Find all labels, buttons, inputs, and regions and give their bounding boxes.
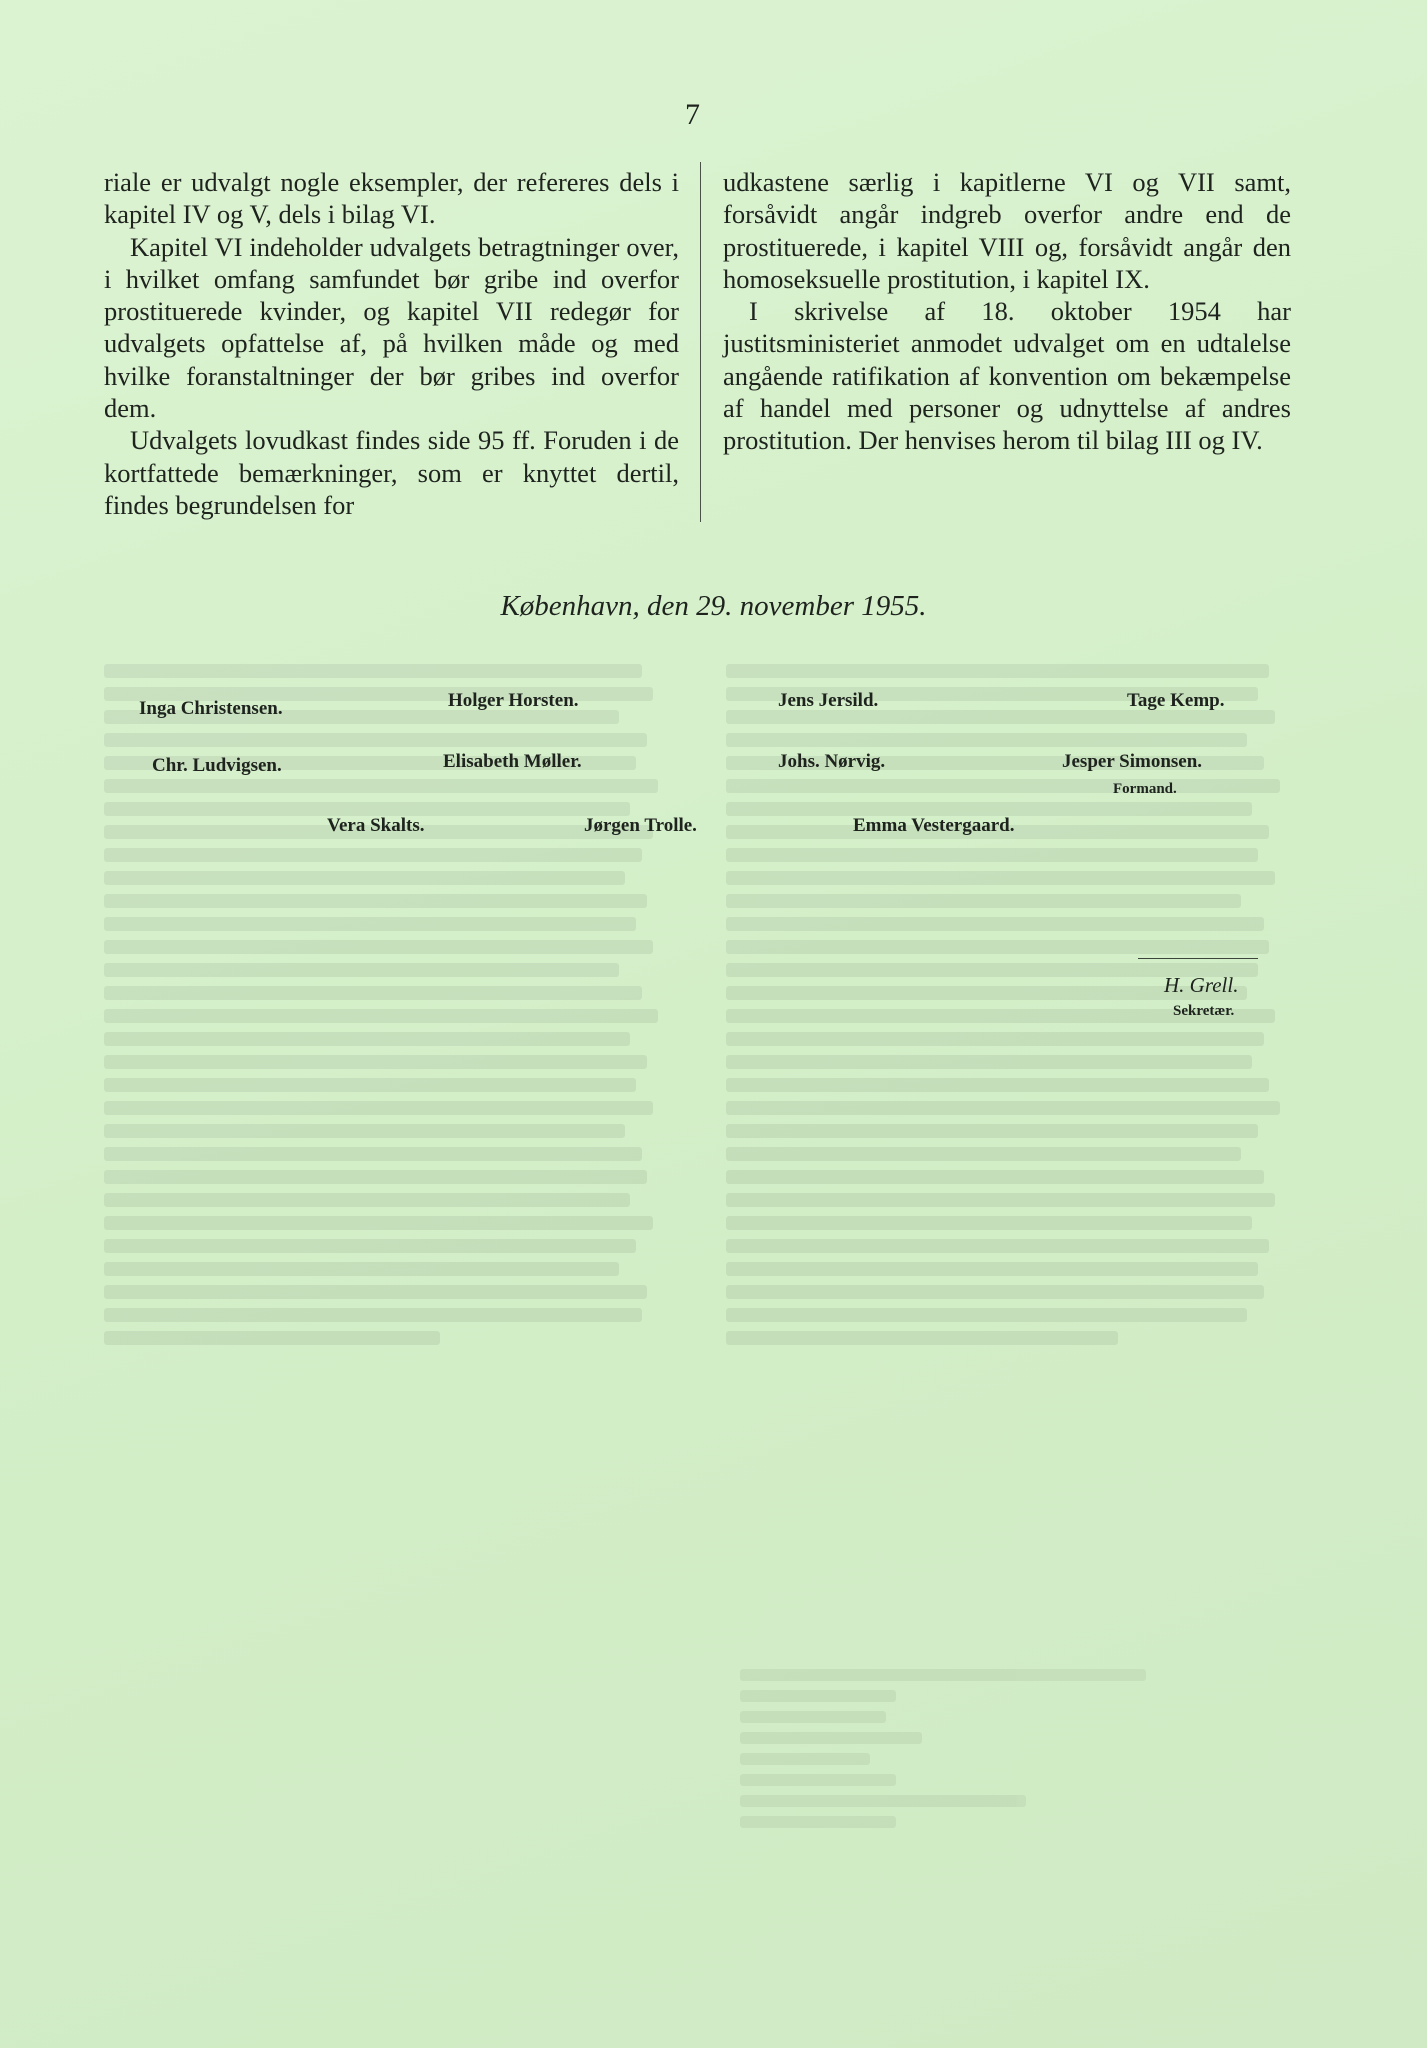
right-column (723, 166, 1291, 457)
paragraph: I skrivelse af 18. oktober 1954 har justitsministeriet anmodet udvalget om en udtalelse angående ratifikation af konvention om bekæmpelse af handel med personer og udnyttelse af andres prostitution. Der henvises herom til bilag III og IV. (723, 296, 1291, 456)
chair-title: Formand. (1113, 781, 1177, 797)
bleed-through-footnotes (740, 1660, 1260, 1837)
paragraph: riale er udvalgt nogle eksempler, der refereres dels i kapitel IV og V, dels i bilag VI. (104, 167, 679, 230)
signatory: Holger Horsten. (448, 690, 579, 711)
signatory: Jens Jersild. (778, 690, 879, 711)
signatory: Vera Skalts. (327, 815, 425, 836)
paragraph: Udvalgets lovudkast findes side 95 ff. Foruden i de kortfattede bemærkninger, som er knyttet dertil, findes begrundelsen for (104, 425, 679, 520)
signatory: Elisabeth Møller. (443, 751, 582, 772)
bleed-through-left (104, 655, 664, 1600)
secretary-name: H. Grell. (1164, 973, 1239, 997)
dateline: København, den 29. november 1955. (500, 590, 927, 622)
paragraph: udkastene særlig i kapitlerne VI og VII samt, forsåvidt angår indgreb overfor andre end de prostituerede, i kapitel VIII og, forsåvidt angår den homoseksuelle prostitution, i kapitel IX. (723, 167, 1291, 294)
left-column (104, 166, 679, 521)
signatory: Jørgen Trolle. (584, 815, 697, 836)
bleed-through-right (726, 655, 1286, 1600)
secretary-title: Sekretær. (1173, 1003, 1235, 1019)
signatory: Inga Christensen. (139, 698, 283, 719)
page-number: 7 (685, 98, 700, 131)
signatory: Emma Vestergaard. (853, 815, 1015, 836)
signatory: Tage Kemp. (1127, 690, 1225, 711)
signatory: Jesper Simonsen. (1062, 751, 1203, 772)
signature-rule (1138, 958, 1258, 959)
signatory: Johs. Nørvig. (778, 751, 886, 772)
paragraph: Kapitel VI indeholder udvalgets betragtninger over, i hvilket omfang samfundet bør gribe ind overfor prostituerede kvinder, og kapitel VII redegør for udvalgets opfattelse af, på hvilken måde og med hvilke foranstaltninger der bør gribes ind overfor dem. (104, 231, 679, 424)
column-divider (700, 162, 701, 522)
signatory: Chr. Ludvigsen. (152, 755, 282, 776)
